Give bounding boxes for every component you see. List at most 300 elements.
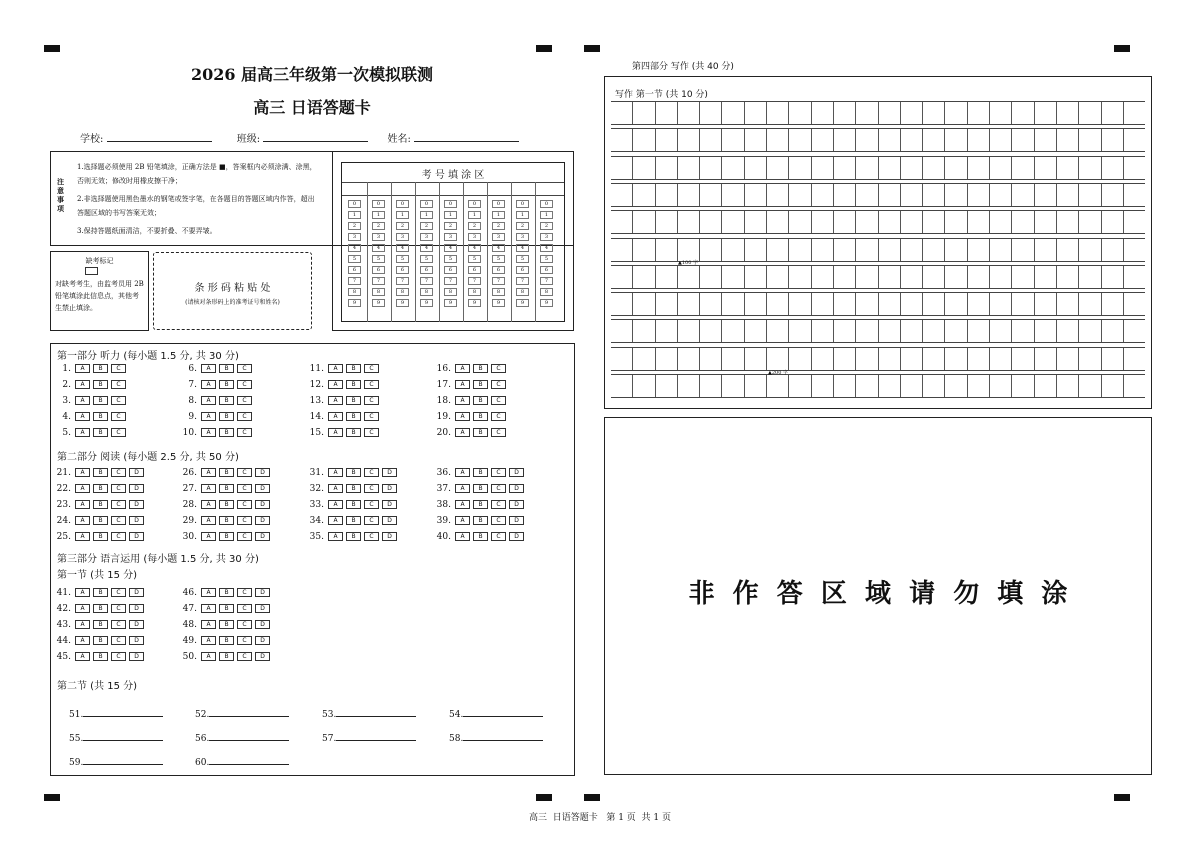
writing-cell[interactable] bbox=[922, 184, 944, 206]
writing-cell[interactable] bbox=[1034, 184, 1056, 206]
writing-cell[interactable] bbox=[632, 320, 654, 342]
option-bubble-c[interactable]: C bbox=[111, 532, 126, 541]
writing-cell[interactable] bbox=[1078, 348, 1100, 370]
writing-cell[interactable] bbox=[677, 320, 699, 342]
writing-cell[interactable] bbox=[655, 266, 677, 288]
digit-bubble[interactable]: 9 bbox=[516, 299, 529, 307]
writing-cell[interactable] bbox=[677, 293, 699, 315]
option-bubble-a[interactable]: A bbox=[328, 468, 343, 477]
option-bubble-b[interactable]: B bbox=[219, 364, 234, 373]
writing-cell[interactable] bbox=[766, 320, 788, 342]
option-bubble-b[interactable]: B bbox=[473, 412, 488, 421]
writing-cell[interactable] bbox=[855, 211, 877, 233]
option-bubble-b[interactable]: B bbox=[93, 484, 108, 493]
writing-grid-row[interactable] bbox=[611, 319, 1145, 343]
writing-cell[interactable] bbox=[855, 239, 877, 261]
digit-bubble[interactable]: 6 bbox=[444, 266, 457, 274]
writing-cell[interactable] bbox=[989, 102, 1011, 124]
option-bubble-c[interactable]: C bbox=[364, 364, 379, 373]
writing-cell[interactable] bbox=[989, 266, 1011, 288]
option-bubble-b[interactable]: B bbox=[219, 532, 234, 541]
option-bubble-a[interactable]: A bbox=[75, 636, 90, 645]
writing-cell[interactable] bbox=[967, 211, 989, 233]
writing-grid-row[interactable] bbox=[611, 210, 1145, 234]
writing-cell[interactable] bbox=[811, 375, 833, 397]
writing-cell[interactable] bbox=[1101, 157, 1123, 179]
option-bubble-b[interactable]: B bbox=[93, 532, 108, 541]
option-bubble-c[interactable]: C bbox=[111, 380, 126, 389]
option-bubble-a[interactable]: A bbox=[201, 364, 216, 373]
option-bubble-c[interactable]: C bbox=[111, 484, 126, 493]
digit-bubble[interactable]: 4 bbox=[540, 244, 553, 252]
writing-cell[interactable] bbox=[677, 184, 699, 206]
writing-cell[interactable] bbox=[632, 102, 654, 124]
writing-cell[interactable] bbox=[1123, 157, 1145, 179]
writing-cell[interactable] bbox=[811, 102, 833, 124]
option-bubble-d[interactable]: D bbox=[255, 620, 270, 629]
option-bubble-c[interactable]: C bbox=[364, 516, 379, 525]
option-bubble-a[interactable]: A bbox=[75, 380, 90, 389]
writing-cell[interactable] bbox=[1034, 102, 1056, 124]
digit-bubble[interactable]: 5 bbox=[372, 255, 385, 263]
digit-bubble[interactable]: 5 bbox=[516, 255, 529, 263]
digit-bubble[interactable]: 4 bbox=[492, 244, 505, 252]
digit-bubble[interactable]: 8 bbox=[420, 288, 433, 296]
option-bubble-c[interactable]: C bbox=[491, 484, 506, 493]
writing-cell[interactable] bbox=[967, 348, 989, 370]
digit-bubble[interactable]: 4 bbox=[516, 244, 529, 252]
digit-bubble[interactable]: 9 bbox=[372, 299, 385, 307]
writing-cell[interactable] bbox=[1101, 129, 1123, 151]
digit-bubble[interactable]: 0 bbox=[444, 200, 457, 208]
writing-cell[interactable] bbox=[744, 102, 766, 124]
option-bubble-b[interactable]: B bbox=[346, 364, 361, 373]
writing-cell[interactable] bbox=[1034, 375, 1056, 397]
digit-bubble[interactable]: 9 bbox=[468, 299, 481, 307]
writing-cell[interactable] bbox=[1034, 157, 1056, 179]
writing-cell[interactable] bbox=[766, 239, 788, 261]
option-bubble-c[interactable]: C bbox=[364, 500, 379, 509]
option-bubble-a[interactable]: A bbox=[455, 516, 470, 525]
writing-cell[interactable] bbox=[878, 239, 900, 261]
option-bubble-b[interactable]: B bbox=[219, 428, 234, 437]
writing-cell[interactable] bbox=[721, 320, 743, 342]
writing-cell[interactable] bbox=[744, 375, 766, 397]
option-bubble-c[interactable]: C bbox=[111, 468, 126, 477]
option-bubble-b[interactable]: B bbox=[473, 428, 488, 437]
writing-cell[interactable] bbox=[811, 348, 833, 370]
writing-cell[interactable] bbox=[1056, 293, 1078, 315]
option-bubble-d[interactable]: D bbox=[255, 484, 270, 493]
writing-cell[interactable] bbox=[878, 320, 900, 342]
option-bubble-c[interactable]: C bbox=[237, 412, 252, 421]
writing-cell[interactable] bbox=[744, 293, 766, 315]
option-bubble-b[interactable]: B bbox=[219, 468, 234, 477]
writing-cell[interactable] bbox=[721, 102, 743, 124]
digit-bubble[interactable]: 7 bbox=[444, 277, 457, 285]
writing-cell[interactable] bbox=[1101, 211, 1123, 233]
writing-cell[interactable] bbox=[1011, 102, 1033, 124]
option-bubble-c[interactable]: C bbox=[111, 364, 126, 373]
option-bubble-d[interactable]: D bbox=[129, 500, 144, 509]
option-bubble-a[interactable]: A bbox=[75, 364, 90, 373]
writing-cell[interactable] bbox=[1078, 184, 1100, 206]
writing-cell[interactable] bbox=[1101, 239, 1123, 261]
option-bubble-d[interactable]: D bbox=[382, 516, 397, 525]
writing-cell[interactable] bbox=[1011, 293, 1033, 315]
writing-cell[interactable] bbox=[878, 375, 900, 397]
writing-cell[interactable] bbox=[1056, 129, 1078, 151]
writing-cell[interactable] bbox=[721, 375, 743, 397]
writing-cell[interactable] bbox=[900, 320, 922, 342]
writing-cell[interactable] bbox=[655, 375, 677, 397]
writing-cell[interactable] bbox=[721, 184, 743, 206]
option-bubble-a[interactable]: A bbox=[328, 412, 343, 421]
option-bubble-a[interactable]: A bbox=[75, 468, 90, 477]
digit-bubble[interactable]: 1 bbox=[348, 211, 361, 219]
option-bubble-c[interactable]: C bbox=[364, 468, 379, 477]
digit-bubble[interactable]: 7 bbox=[540, 277, 553, 285]
option-bubble-c[interactable]: C bbox=[364, 396, 379, 405]
writing-cell[interactable] bbox=[1034, 293, 1056, 315]
digit-bubble[interactable]: 3 bbox=[516, 233, 529, 241]
option-bubble-b[interactable]: B bbox=[219, 636, 234, 645]
option-bubble-b[interactable]: B bbox=[473, 396, 488, 405]
digit-bubble[interactable]: 0 bbox=[468, 200, 481, 208]
writing-grid-row[interactable] bbox=[611, 183, 1145, 207]
writing-cell[interactable] bbox=[900, 239, 922, 261]
option-bubble-a[interactable]: A bbox=[75, 396, 90, 405]
option-bubble-c[interactable]: C bbox=[491, 500, 506, 509]
option-bubble-c[interactable]: C bbox=[237, 468, 252, 477]
option-bubble-d[interactable]: D bbox=[382, 468, 397, 477]
writing-cell[interactable] bbox=[989, 211, 1011, 233]
option-bubble-a[interactable]: A bbox=[201, 500, 216, 509]
option-bubble-a[interactable]: A bbox=[75, 428, 90, 437]
writing-grid-row[interactable] bbox=[611, 374, 1145, 398]
option-bubble-c[interactable]: C bbox=[364, 484, 379, 493]
writing-cell[interactable] bbox=[611, 157, 632, 179]
option-bubble-d[interactable]: D bbox=[255, 652, 270, 661]
writing-cell[interactable] bbox=[611, 348, 632, 370]
option-bubble-b[interactable]: B bbox=[93, 412, 108, 421]
writing-grid-row[interactable] bbox=[611, 292, 1145, 316]
digit-bubble[interactable]: 8 bbox=[540, 288, 553, 296]
writing-cell[interactable] bbox=[833, 102, 855, 124]
writing-cell[interactable] bbox=[632, 375, 654, 397]
writing-cell[interactable] bbox=[1078, 157, 1100, 179]
option-bubble-c[interactable]: C bbox=[364, 428, 379, 437]
writing-cell[interactable] bbox=[855, 293, 877, 315]
digit-bubble[interactable]: 1 bbox=[420, 211, 433, 219]
writing-cell[interactable] bbox=[699, 375, 721, 397]
writing-cell[interactable] bbox=[632, 211, 654, 233]
writing-cell[interactable] bbox=[611, 239, 632, 261]
writing-cell[interactable] bbox=[922, 211, 944, 233]
writing-cell[interactable] bbox=[1011, 320, 1033, 342]
writing-cell[interactable] bbox=[944, 293, 966, 315]
writing-cell[interactable] bbox=[900, 129, 922, 151]
writing-cell[interactable] bbox=[989, 184, 1011, 206]
digit-bubble[interactable]: 4 bbox=[372, 244, 385, 252]
option-bubble-c[interactable]: C bbox=[237, 652, 252, 661]
writing-cell[interactable] bbox=[721, 211, 743, 233]
writing-cell[interactable] bbox=[944, 320, 966, 342]
writing-cell[interactable] bbox=[699, 239, 721, 261]
writing-cell[interactable] bbox=[1056, 184, 1078, 206]
digit-bubble[interactable]: 2 bbox=[444, 222, 457, 230]
digit-bubble[interactable]: 0 bbox=[396, 200, 409, 208]
option-bubble-b[interactable]: B bbox=[93, 428, 108, 437]
writing-cell[interactable] bbox=[1011, 129, 1033, 151]
option-bubble-c[interactable]: C bbox=[237, 380, 252, 389]
writing-cell[interactable] bbox=[1078, 102, 1100, 124]
option-bubble-b[interactable]: B bbox=[346, 500, 361, 509]
digit-bubble[interactable]: 0 bbox=[420, 200, 433, 208]
option-bubble-a[interactable]: A bbox=[201, 652, 216, 661]
writing-cell[interactable] bbox=[699, 266, 721, 288]
writing-cell[interactable] bbox=[744, 239, 766, 261]
option-bubble-a[interactable]: A bbox=[455, 500, 470, 509]
writing-cell[interactable] bbox=[1056, 211, 1078, 233]
writing-cell[interactable] bbox=[699, 211, 721, 233]
option-bubble-a[interactable]: A bbox=[328, 532, 343, 541]
digit-bubble[interactable]: 5 bbox=[492, 255, 505, 263]
writing-cell[interactable] bbox=[855, 157, 877, 179]
fill-blank[interactable] bbox=[195, 707, 289, 720]
option-bubble-a[interactable]: A bbox=[455, 532, 470, 541]
writing-cell[interactable] bbox=[944, 157, 966, 179]
fill-blank-line[interactable] bbox=[83, 755, 163, 765]
writing-cell[interactable] bbox=[855, 102, 877, 124]
writing-cell[interactable] bbox=[788, 184, 810, 206]
digit-bubble[interactable]: 3 bbox=[492, 233, 505, 241]
digit-bubble[interactable]: 7 bbox=[492, 277, 505, 285]
option-bubble-c[interactable]: C bbox=[364, 412, 379, 421]
writing-cell[interactable] bbox=[766, 102, 788, 124]
digit-bubble[interactable]: 4 bbox=[396, 244, 409, 252]
writing-cell[interactable] bbox=[1011, 239, 1033, 261]
digit-bubble[interactable]: 5 bbox=[396, 255, 409, 263]
option-bubble-b[interactable]: B bbox=[219, 604, 234, 613]
option-bubble-b[interactable]: B bbox=[219, 396, 234, 405]
writing-cell[interactable] bbox=[1101, 266, 1123, 288]
writing-cell[interactable] bbox=[900, 293, 922, 315]
option-bubble-c[interactable]: C bbox=[111, 500, 126, 509]
digit-bubble[interactable]: 5 bbox=[468, 255, 481, 263]
option-bubble-b[interactable]: B bbox=[346, 396, 361, 405]
writing-cell[interactable] bbox=[788, 129, 810, 151]
writing-cell[interactable] bbox=[855, 375, 877, 397]
writing-cell[interactable] bbox=[900, 102, 922, 124]
writing-cell[interactable] bbox=[989, 293, 1011, 315]
option-bubble-b[interactable]: B bbox=[346, 380, 361, 389]
writing-cell[interactable] bbox=[611, 184, 632, 206]
option-bubble-a[interactable]: A bbox=[328, 380, 343, 389]
writing-cell[interactable] bbox=[878, 184, 900, 206]
option-bubble-c[interactable]: C bbox=[491, 468, 506, 477]
writing-cell[interactable] bbox=[967, 157, 989, 179]
digit-bubble[interactable]: 1 bbox=[516, 211, 529, 219]
writing-cell[interactable] bbox=[922, 102, 944, 124]
digit-bubble[interactable]: 8 bbox=[348, 288, 361, 296]
writing-cell[interactable] bbox=[922, 348, 944, 370]
option-bubble-b[interactable]: B bbox=[473, 516, 488, 525]
fill-blank[interactable] bbox=[322, 731, 416, 744]
option-bubble-b[interactable]: B bbox=[219, 500, 234, 509]
writing-cell[interactable] bbox=[1056, 157, 1078, 179]
option-bubble-d[interactable]: D bbox=[255, 604, 270, 613]
writing-cell[interactable] bbox=[878, 102, 900, 124]
digit-bubble[interactable]: 5 bbox=[420, 255, 433, 263]
option-bubble-c[interactable]: C bbox=[237, 484, 252, 493]
fill-blank-line[interactable] bbox=[209, 731, 289, 741]
name-field[interactable] bbox=[414, 132, 519, 142]
digit-bubble[interactable]: 1 bbox=[468, 211, 481, 219]
writing-cell[interactable] bbox=[989, 348, 1011, 370]
option-bubble-d[interactable]: D bbox=[509, 468, 524, 477]
writing-cell[interactable] bbox=[766, 129, 788, 151]
writing-cell[interactable] bbox=[1123, 102, 1145, 124]
writing-cell[interactable] bbox=[944, 348, 966, 370]
option-bubble-c[interactable]: C bbox=[237, 636, 252, 645]
writing-cell[interactable] bbox=[833, 375, 855, 397]
option-bubble-d[interactable]: D bbox=[382, 532, 397, 541]
option-bubble-b[interactable]: B bbox=[219, 412, 234, 421]
fill-blank-line[interactable] bbox=[83, 731, 163, 741]
writing-cell[interactable] bbox=[922, 239, 944, 261]
writing-cell[interactable] bbox=[922, 157, 944, 179]
writing-cell[interactable] bbox=[1101, 348, 1123, 370]
option-bubble-a[interactable]: A bbox=[455, 396, 470, 405]
digit-bubble[interactable]: 4 bbox=[420, 244, 433, 252]
option-bubble-a[interactable]: A bbox=[201, 532, 216, 541]
writing-cell[interactable] bbox=[1123, 239, 1145, 261]
fill-blank-line[interactable] bbox=[209, 707, 289, 717]
option-bubble-c[interactable]: C bbox=[237, 532, 252, 541]
option-bubble-c[interactable]: C bbox=[491, 516, 506, 525]
writing-cell[interactable] bbox=[744, 348, 766, 370]
writing-grid-row[interactable] bbox=[611, 101, 1145, 125]
writing-cell[interactable] bbox=[744, 157, 766, 179]
writing-cell[interactable] bbox=[721, 348, 743, 370]
writing-cell[interactable] bbox=[677, 157, 699, 179]
option-bubble-b[interactable]: B bbox=[346, 428, 361, 437]
writing-cell[interactable] bbox=[1034, 320, 1056, 342]
digit-bubble[interactable]: 6 bbox=[348, 266, 361, 274]
writing-cell[interactable] bbox=[721, 266, 743, 288]
writing-cell[interactable] bbox=[1056, 239, 1078, 261]
writing-cell[interactable] bbox=[744, 320, 766, 342]
writing-cell[interactable] bbox=[922, 129, 944, 151]
writing-cell[interactable] bbox=[655, 102, 677, 124]
writing-cell[interactable] bbox=[1011, 157, 1033, 179]
fill-blank[interactable] bbox=[195, 755, 289, 768]
writing-cell[interactable] bbox=[1123, 375, 1145, 397]
option-bubble-b[interactable]: B bbox=[473, 532, 488, 541]
option-bubble-d[interactable]: D bbox=[382, 484, 397, 493]
option-bubble-b[interactable]: B bbox=[473, 468, 488, 477]
digit-bubble[interactable]: 8 bbox=[396, 288, 409, 296]
digit-bubble[interactable]: 3 bbox=[372, 233, 385, 241]
writing-cell[interactable] bbox=[611, 375, 632, 397]
digit-bubble[interactable]: 7 bbox=[420, 277, 433, 285]
digit-bubble[interactable]: 1 bbox=[372, 211, 385, 219]
writing-cell[interactable] bbox=[788, 375, 810, 397]
writing-cell[interactable] bbox=[1011, 184, 1033, 206]
writing-cell[interactable] bbox=[655, 184, 677, 206]
option-bubble-c[interactable]: C bbox=[237, 364, 252, 373]
option-bubble-a[interactable]: A bbox=[328, 364, 343, 373]
writing-cell[interactable] bbox=[611, 293, 632, 315]
option-bubble-b[interactable]: B bbox=[219, 620, 234, 629]
option-bubble-b[interactable]: B bbox=[93, 516, 108, 525]
option-bubble-a[interactable]: A bbox=[455, 484, 470, 493]
option-bubble-b[interactable]: B bbox=[93, 500, 108, 509]
writing-cell[interactable] bbox=[677, 375, 699, 397]
writing-cell[interactable] bbox=[1078, 129, 1100, 151]
writing-cell[interactable] bbox=[699, 348, 721, 370]
writing-cell[interactable] bbox=[900, 211, 922, 233]
writing-cell[interactable] bbox=[811, 129, 833, 151]
writing-cell[interactable] bbox=[811, 184, 833, 206]
writing-cell[interactable] bbox=[1078, 239, 1100, 261]
digit-bubble[interactable]: 9 bbox=[492, 299, 505, 307]
digit-bubble[interactable]: 0 bbox=[516, 200, 529, 208]
writing-cell[interactable] bbox=[967, 129, 989, 151]
writing-cell[interactable] bbox=[900, 375, 922, 397]
digit-bubble[interactable]: 3 bbox=[396, 233, 409, 241]
writing-cell[interactable] bbox=[900, 184, 922, 206]
writing-cell[interactable] bbox=[1078, 266, 1100, 288]
option-bubble-c[interactable]: C bbox=[237, 516, 252, 525]
fill-blank-line[interactable] bbox=[83, 707, 163, 717]
option-bubble-a[interactable]: A bbox=[201, 380, 216, 389]
writing-cell[interactable] bbox=[855, 129, 877, 151]
writing-cell[interactable] bbox=[699, 102, 721, 124]
writing-cell[interactable] bbox=[1101, 102, 1123, 124]
option-bubble-d[interactable]: D bbox=[509, 516, 524, 525]
writing-cell[interactable] bbox=[632, 184, 654, 206]
fill-blank[interactable] bbox=[449, 707, 543, 720]
writing-cell[interactable] bbox=[967, 375, 989, 397]
option-bubble-c[interactable]: C bbox=[237, 588, 252, 597]
fill-blank[interactable] bbox=[69, 707, 163, 720]
writing-cell[interactable] bbox=[788, 266, 810, 288]
option-bubble-a[interactable]: A bbox=[201, 636, 216, 645]
digit-bubble[interactable]: 2 bbox=[540, 222, 553, 230]
writing-cell[interactable] bbox=[878, 129, 900, 151]
writing-cell[interactable] bbox=[677, 211, 699, 233]
writing-grid-row[interactable] bbox=[611, 128, 1145, 152]
writing-cell[interactable] bbox=[855, 266, 877, 288]
digit-bubble[interactable]: 8 bbox=[516, 288, 529, 296]
digit-bubble[interactable]: 9 bbox=[420, 299, 433, 307]
option-bubble-a[interactable]: A bbox=[455, 364, 470, 373]
digit-bubble[interactable]: 5 bbox=[444, 255, 457, 263]
digit-bubble[interactable]: 0 bbox=[492, 200, 505, 208]
digit-bubble[interactable]: 6 bbox=[468, 266, 481, 274]
option-bubble-b[interactable]: B bbox=[473, 500, 488, 509]
class-field[interactable] bbox=[263, 132, 368, 142]
digit-bubble[interactable]: 7 bbox=[396, 277, 409, 285]
writing-cell[interactable] bbox=[944, 102, 966, 124]
writing-cell[interactable] bbox=[1101, 184, 1123, 206]
option-bubble-a[interactable]: A bbox=[328, 484, 343, 493]
writing-cell[interactable] bbox=[1011, 211, 1033, 233]
option-bubble-a[interactable]: A bbox=[75, 532, 90, 541]
writing-cell[interactable] bbox=[1078, 293, 1100, 315]
